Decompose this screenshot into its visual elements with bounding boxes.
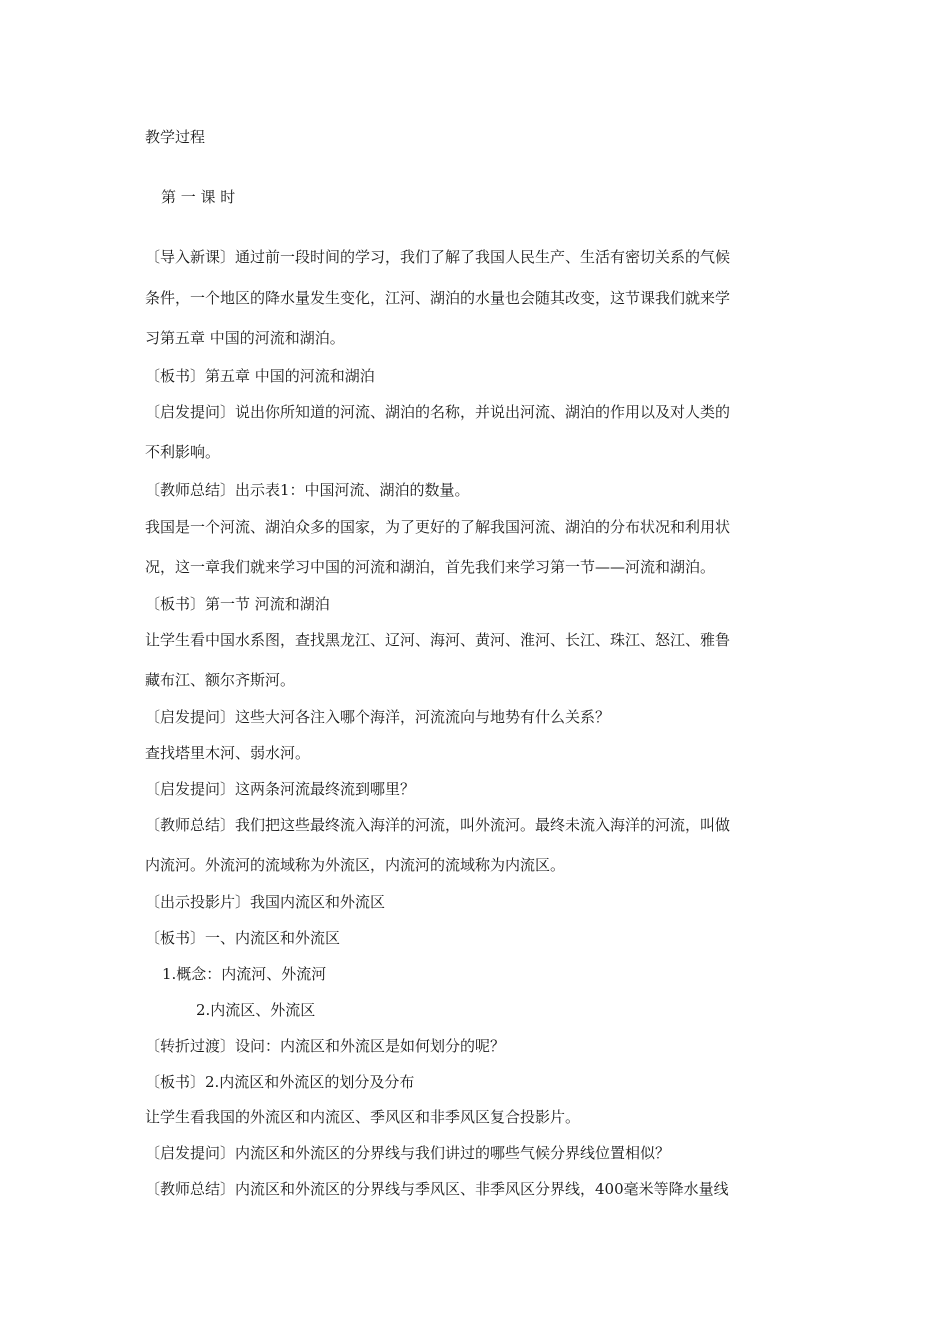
text-line: 〔板书〕一、内流区和外流区 [145, 929, 341, 947]
text-line: 1.概念：内流河、外流河 [162, 965, 327, 983]
text-line: 我国是一个河流、湖泊众多的国家，为了更好的了解我国河流、湖泊的分布状况和利用状 [145, 518, 731, 536]
text-line: 〔启发提问〕内流区和外流区的分界线与我们讲过的哪些气候分界线位置相似？ [145, 1144, 671, 1162]
text-line: 〔教师总结〕内流区和外流区的分界线与季风区、非季风区分界线，400毫米等降水量线 [145, 1180, 729, 1198]
text-line: 〔教师总结〕出示表1：中国河流、湖泊的数量。 [145, 481, 470, 499]
text-line: 况，这一章我们就来学习中国的河流和湖泊，首先我们来学习第一节——河流和湖泊。 [145, 558, 716, 576]
text-line: 2.内流区、外流区 [196, 1001, 316, 1019]
text-line: 〔导入新课〕通过前一段时间的学习，我们了解了我国人民生产、生活有密切关系的气候 [145, 248, 731, 266]
text-line: 让学生看我国的外流区和内流区、季风区和非季风区复合投影片。 [145, 1108, 581, 1126]
text-line: 让学生看中国水系图，查找黑龙江、辽河、海河、黄河、淮河、长江、珠江、怒江、雅鲁 [145, 631, 731, 649]
text-line: 〔板书〕第五章 中国的河流和湖泊 [145, 367, 375, 385]
text-line: 〔启发提问〕这两条河流最终流到哪里？ [145, 780, 416, 798]
text-line: 〔转折过渡〕设问：内流区和外流区是如何划分的呢？ [145, 1037, 506, 1055]
text-line: 〔教师总结〕我们把这些最终流入海洋的河流，叫外流河。最终未流入海洋的河流，叫做 [145, 816, 731, 834]
text-line: 〔出示投影片〕我国内流区和外流区 [145, 893, 386, 911]
text-line: 内流河。外流河的流域称为外流区，内流河的流域称为内流区。 [145, 856, 566, 874]
section-heading: 教学过程 [145, 128, 206, 146]
lesson-subheading: 第 一 课 时 [161, 188, 236, 206]
text-line: 不利影响。 [145, 443, 221, 461]
text-line: 藏布江、额尔齐斯河。 [145, 671, 296, 689]
text-line: 〔板书〕2.内流区和外流区的划分及分布 [145, 1073, 415, 1091]
text-line: 条件，一个地区的降水量发生变化，江河、湖泊的水量也会随其改变，这节课我们就来学 [145, 289, 731, 307]
text-line: 〔板书〕第一节 河流和湖泊 [145, 595, 330, 613]
text-line: 〔启发提问〕这些大河各注入哪个海洋，河流流向与地势有什么关系？ [145, 708, 611, 726]
text-line: 查找塔里木河、弱水河。 [145, 744, 311, 762]
text-line: 习第五章 中国的河流和湖泊。 [145, 329, 345, 347]
text-line: 〔启发提问〕说出你所知道的河流、湖泊的名称，并说出河流、湖泊的作用以及对人类的 [145, 403, 731, 421]
